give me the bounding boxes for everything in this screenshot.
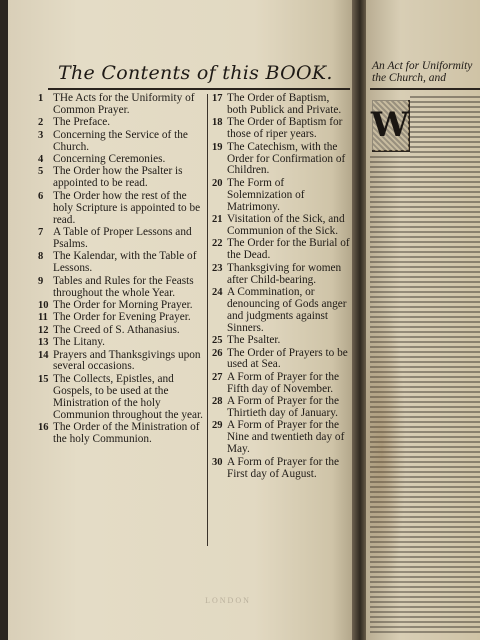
contents-entry [212,372,352,396]
entry-number: 23 [212,262,223,274]
entry-text: The Order for the Burial of the Dead. [227,237,350,262]
entry-text: The Catechism, with the Order for Confirmation of Children. [227,140,346,177]
contents-entry [38,130,206,154]
entry-number: 11 [38,312,48,324]
contents-entry [212,457,352,481]
contents-entry [38,300,206,312]
entry-text: The Order of Baptism for those of riper years. [227,116,343,141]
contents-entry [38,374,206,422]
entry-text: Thanksgiving for women after Child-bearing. [227,261,342,286]
entry-number: 18 [212,117,223,129]
contents-entry [212,117,352,141]
title-rule [48,88,350,90]
entry-text: Tables and Rules for the Feasts throughout the whole Year. [53,274,194,299]
contents-entry [38,191,206,227]
entry-text: The Order how the Psalter is appointed to be read. [53,165,183,190]
entry-number: 22 [212,238,223,250]
entry-number: 5 [38,166,44,178]
left-page [8,0,360,640]
entry-text: Concerning Ceremonies. [53,153,166,166]
entry-number: 30 [212,456,223,468]
contents-column-left [38,93,206,446]
entry-text: The Psalter. [227,334,281,347]
entry-text: The Litany. [53,336,105,349]
entry-number: 9 [38,275,44,287]
entry-number: 21 [212,214,223,226]
entry-number: 3 [38,129,44,141]
entry-text: A Form of Prayer for the Nine and twentieth day of May. [227,419,345,456]
contents-entry [212,287,352,335]
contents-entry [212,263,352,287]
entry-text: Prayers and Thanksgivings upon several occasions. [53,348,201,373]
entry-text: THe Acts for the Uniformity of Common Prayer. [53,92,195,116]
entry-text: The Order of Prayers to be used at Sea. [227,346,348,371]
entry-text: A Table of Proper Lessons and Psalms. [53,225,192,250]
entry-number: 10 [38,299,49,311]
contents-entry [38,276,206,300]
contents-entry [212,396,352,420]
right-page-title: An Act for Uniformity the Church, and [372,60,473,84]
contents-entry [38,350,206,374]
contents-entry [38,325,206,337]
contents-entry [38,154,206,166]
entry-text: The Collects, Epistles, and Gospels, to be used at the Ministration of the holy Communion throughout the year. [53,372,203,421]
entry-text: The Order for Evening Prayer. [53,311,191,324]
entry-text: Concerning the Service of the Church. [53,128,188,153]
entry-number: 27 [212,371,223,383]
contents-entry [38,117,206,129]
right-page-rule [370,88,480,90]
contents-entry [38,312,206,324]
contents-entry [38,227,206,251]
entry-text: The Order how the rest of the holy Scripture is appointed to be read. [53,189,201,226]
contents-entry [212,420,352,456]
contents-column-right [212,93,352,481]
entry-number: 4 [38,154,44,166]
entry-text: The Kalendar, with the Table of Lessons. [53,250,197,275]
contents-entry [212,178,352,214]
entry-number: 28 [212,396,223,408]
entry-number: 13 [38,337,49,349]
contents-entry [38,251,206,275]
contents-entry [38,337,206,349]
entry-text: The Order for Morning Prayer. [53,298,193,311]
page-stain [366,300,406,600]
entry-number: 16 [38,421,49,433]
entry-number: 20 [212,177,223,189]
entry-number: 19 [212,141,223,153]
contents-entry [212,93,352,117]
entry-number: 26 [212,347,223,359]
entry-text: The Preface. [53,116,111,129]
contents-entry [212,214,352,238]
entry-number: 14 [38,349,49,361]
contents-entry [212,348,352,372]
entry-number: 8 [38,251,44,263]
contents-entry [38,422,206,446]
entry-text: Visitation of the Sick, and Communion of the Sick. [227,213,345,237]
entry-text: A Form of Prayer for the Thirtieth day of January. [227,395,340,420]
contents-entry [38,93,206,117]
entry-number: 7 [38,226,44,238]
entry-number: 6 [38,190,44,202]
right-page-body-text [410,96,480,636]
contents-entry [212,142,352,178]
entry-text: The Order of Baptism, both Publick and Private. [227,92,342,116]
entry-number: 17 [212,93,223,104]
entry-number: 25 [212,335,223,347]
entry-text: A Form of Prayer for the Fifth day of November. [227,370,340,395]
entry-text: A Form of Prayer for the First day of August. [227,455,340,480]
entry-text: A Commination, or denouncing of Gods anger and judgments against Sinners. [227,286,347,334]
entry-number: 1 [38,93,44,104]
entry-number: 15 [38,373,49,385]
entry-text: The Creed of S. Athanasius. [53,323,180,336]
entry-number: 2 [38,117,44,129]
entry-number: 12 [38,324,49,336]
entry-text: The Order of the Ministration of the holy Communion. [53,420,200,445]
column-divider [207,94,208,546]
decorated-initial: W [372,100,408,150]
entry-text: The Form of Solemnization of Matrimony. [227,176,305,213]
imprint-showthrough: LONDON [205,596,251,605]
entry-number: 29 [212,420,223,432]
entry-number: 24 [212,287,223,298]
contents-entry [212,238,352,262]
contents-entry [38,166,206,190]
page-title: The Contents of this BOOK. [58,62,333,84]
contents-entry [212,335,352,347]
